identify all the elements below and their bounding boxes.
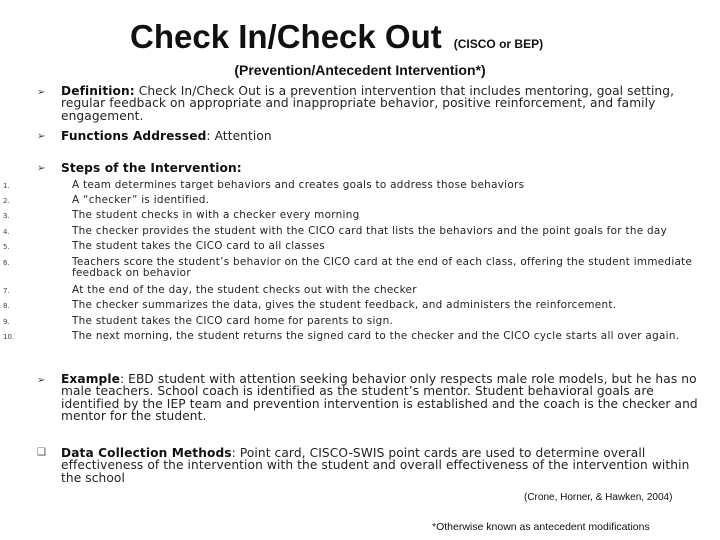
- step-text: The next morning, the student returns the signed card to the checker and the CICO cycle starts all over again.: [72, 330, 680, 342]
- arrow-bullet-icon: ➢: [37, 163, 46, 174]
- arrow-bullet-icon: ➢: [37, 87, 46, 98]
- step-text: The student takes the CICO card home for parents to sign.: [72, 315, 394, 327]
- functions-label: Functions Addressed: [61, 129, 207, 143]
- step-text: The student checks in with a checker every morning: [72, 209, 360, 221]
- step-number: 2.: [3, 197, 10, 205]
- citation: (Crone, Horner, & Hawken, 2004): [524, 492, 673, 503]
- step-number: 6.: [3, 259, 10, 267]
- functions-paragraph: [61, 130, 711, 142]
- square-bullet-icon: ❑: [37, 447, 46, 458]
- title-suffix: (CISCO or BEP): [453, 37, 544, 51]
- page-title: [130, 18, 543, 56]
- definition-label: Definition:: [61, 84, 135, 98]
- step-number: 4.: [3, 228, 10, 236]
- steps-heading: Steps of the Intervention:: [61, 161, 242, 175]
- data-collection-paragraph: [61, 447, 706, 484]
- subtitle: (Prevention/Antecedent Intervention*): [234, 62, 486, 78]
- step-text: The student takes the CICO card to all classes: [72, 240, 325, 252]
- step-number: 8.: [3, 302, 10, 310]
- step-number: 10.: [3, 333, 15, 341]
- step-number: 9.: [3, 318, 10, 326]
- example-label: Example: [61, 372, 120, 386]
- title-main: Check In/Check Out: [130, 18, 442, 55]
- example-paragraph: [61, 373, 706, 423]
- step-text: A “checker” is identified.: [72, 194, 210, 206]
- data-collection-text: : Point card, CISCO-SWIS point cards are used to determine overall effectiveness of the intervention with the student and overall effectiveness of the intervention within the school: [61, 446, 690, 485]
- step-text: At the end of the day, the student checks out with the checker: [72, 284, 417, 296]
- step-number: 3.: [3, 212, 10, 220]
- definition-text: Check In/Check Out is a prevention intervention that includes mentoring, goal setting, regular feedback on appropriate and inappropriate behavior, positive reinforcement, and family engagement.: [61, 84, 675, 123]
- step-text: The checker provides the student with the CICO card that lists the behaviors and the point goals for the day: [72, 225, 668, 237]
- footnote: *Otherwise known as antecedent modifications: [432, 521, 650, 533]
- step-text: The checker summarizes the data, gives the student feedback, and administers the reinforcement.: [72, 299, 617, 311]
- step-number: 5.: [3, 243, 10, 251]
- functions-text: : Attention: [206, 129, 272, 143]
- step-number: 1.: [3, 182, 10, 190]
- arrow-bullet-icon: ➢: [37, 131, 46, 142]
- step-number: 7.: [3, 287, 10, 295]
- step-text: A team determines target behaviors and creates goals to address those behaviors: [72, 179, 525, 191]
- example-text: : EBD student with attention seeking behavior only respects male role models, but he has no male teachers. School coach is identified as the student’s mentor. Student behavioral goals are identified by the IEP team and prevention intervention is established and the coach is the checker and mentor for the student.: [61, 372, 698, 424]
- definition-paragraph: [61, 85, 711, 122]
- step-text: Teachers score the student’s behavior on the CICO card at the end of each class, offering the student immediate feedback on behavior: [72, 256, 693, 279]
- arrow-bullet-icon: ➢: [37, 375, 46, 386]
- data-collection-label: Data Collection Methods: [61, 446, 232, 460]
